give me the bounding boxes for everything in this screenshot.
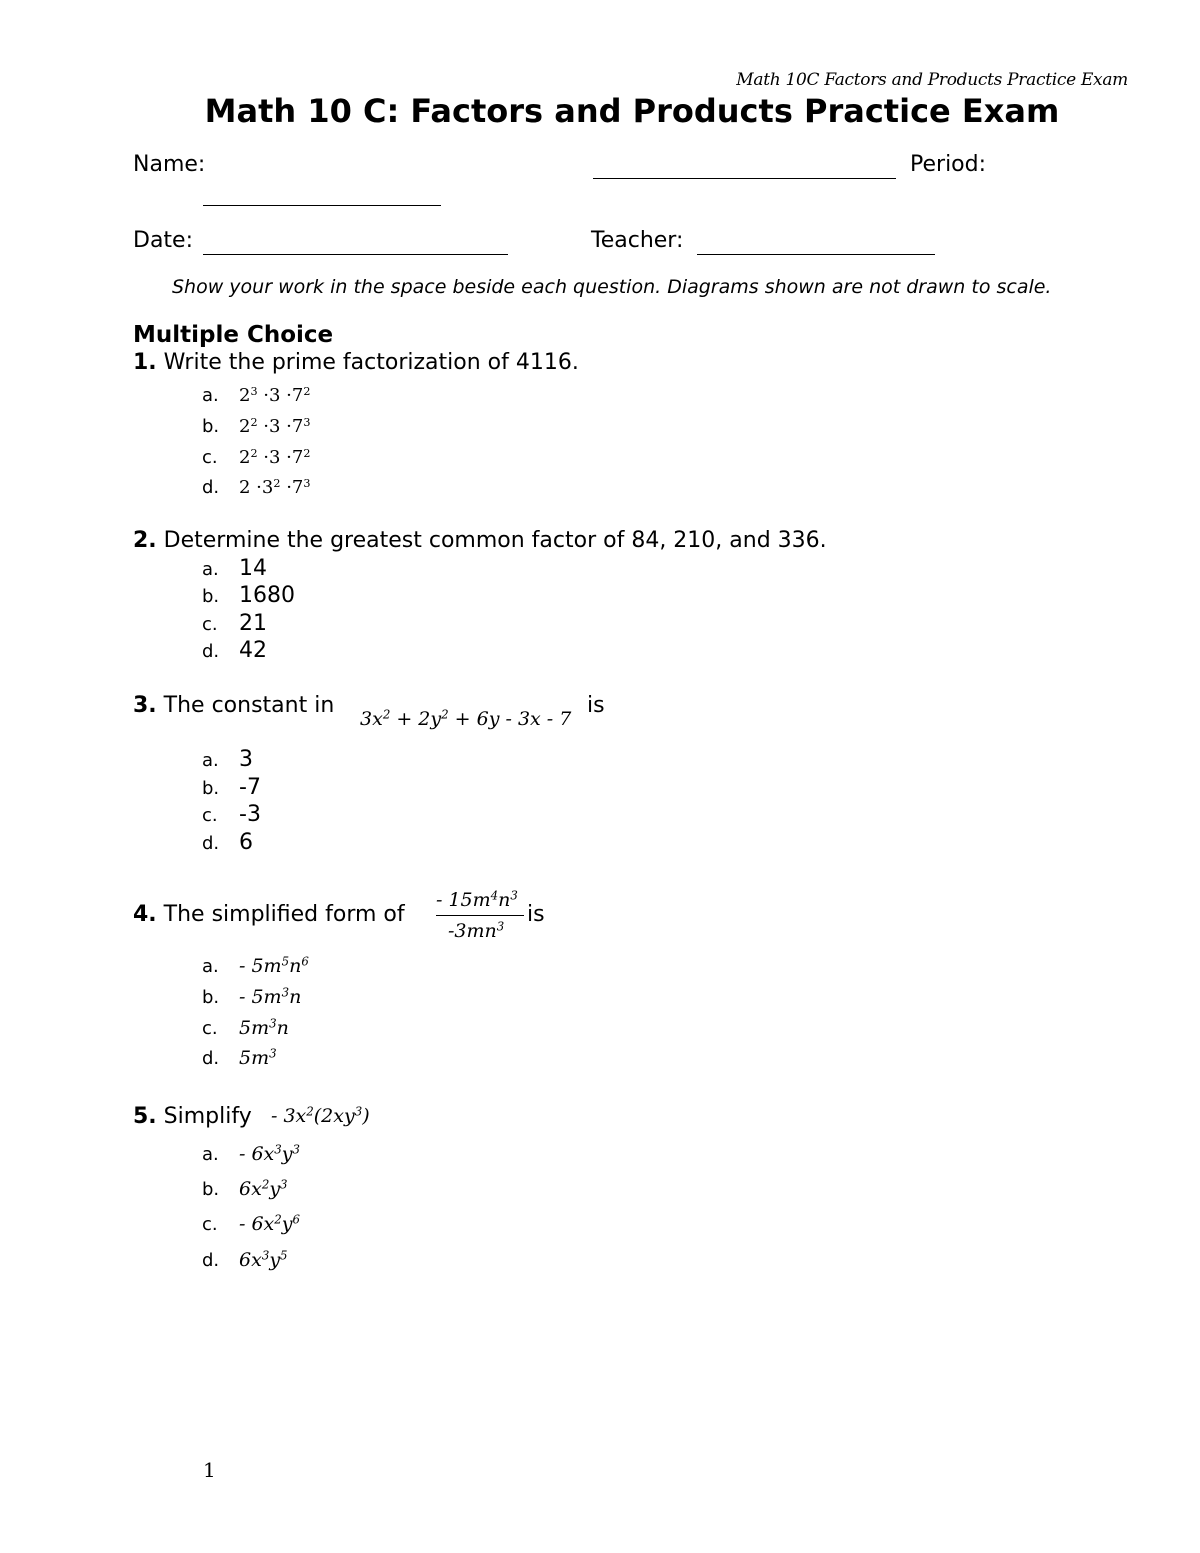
option-math: $2^2 \cdot 3 \cdot 7^2$ [239, 446, 311, 468]
option-5c[interactable] [202, 1211, 300, 1236]
teacher-label: Teacher: [591, 228, 684, 253]
fraction-denominator: $-3mn^3$ [448, 919, 505, 942]
date-field[interactable] [203, 254, 508, 255]
question-2 [133, 528, 827, 553]
question-3-expression: $3x^2 + 2y^2 + 6y - 3x - 7$ [360, 707, 572, 730]
option-letter: a. [202, 1144, 219, 1165]
option-3b[interactable] [202, 775, 261, 800]
option-text: -3 [239, 802, 261, 827]
option-text: 14 [239, 556, 267, 581]
option-4b[interactable] [202, 984, 301, 1009]
option-letter: c. [202, 805, 218, 826]
option-2d[interactable] [202, 638, 267, 663]
fraction-bar [436, 915, 524, 916]
page-title: Math 10 C: Factors and Products Practice Exam [204, 92, 1060, 130]
section-heading: Multiple Choice [133, 322, 334, 348]
option-math: - $5m^3n$ [239, 985, 302, 1008]
page-number: 1 [203, 1458, 216, 1482]
option-text: 42 [239, 638, 267, 663]
option-4a[interactable] [202, 953, 309, 978]
option-math: $2^3 \cdot 3 \cdot 7^2$ [239, 384, 311, 406]
option-letter: c. [202, 1018, 218, 1039]
option-text: -7 [239, 775, 261, 800]
option-text: 21 [239, 611, 267, 636]
question-text: The constant in [163, 693, 335, 718]
option-letter: a. [202, 559, 219, 580]
option-4c[interactable] [202, 1015, 289, 1040]
option-2c[interactable] [202, 611, 267, 636]
running-header: Math 10C Factors and Products Practice Exam [736, 70, 1128, 90]
question-3 [133, 693, 334, 718]
option-math: $6x^3y^5$ [239, 1248, 288, 1271]
option-1c[interactable] [202, 444, 310, 469]
option-letter: b. [202, 1179, 220, 1200]
option-letter: b. [202, 586, 220, 607]
option-math: $5m^3$ [239, 1046, 277, 1069]
option-2b[interactable] [202, 583, 295, 608]
option-letter: a. [202, 385, 219, 406]
period-label: Period: [910, 152, 987, 177]
question-3-suffix: is [587, 693, 605, 718]
option-text: 3 [239, 747, 253, 772]
question-number: 4. [133, 902, 157, 927]
option-text: 1680 [239, 583, 295, 608]
question-4-suffix: is [527, 902, 545, 927]
teacher-field[interactable] [697, 254, 935, 255]
option-letter: a. [202, 956, 219, 977]
option-math: - $6x^3y^3$ [239, 1142, 300, 1165]
option-letter: b. [202, 987, 220, 1008]
option-1b[interactable] [202, 413, 310, 438]
option-letter: b. [202, 778, 220, 799]
option-letter: a. [202, 750, 219, 771]
option-letter: d. [202, 1048, 220, 1069]
instructions: Show your work in the space beside each question. Diagrams shown are not drawn to scale. [172, 276, 1052, 298]
option-letter: d. [202, 833, 220, 854]
question-number: 1. [133, 350, 157, 375]
option-math: - $6x^2y^6$ [239, 1212, 300, 1235]
question-number: 3. [133, 693, 157, 718]
option-5b[interactable] [202, 1176, 288, 1201]
period-field[interactable] [203, 205, 441, 206]
name-label: Name: [133, 152, 206, 177]
option-letter: d. [202, 477, 220, 498]
option-4d[interactable] [202, 1045, 277, 1070]
option-3a[interactable] [202, 747, 253, 772]
question-text: Determine the greatest common factor of 84, 210, and 336. [163, 528, 827, 553]
option-letter: c. [202, 447, 218, 468]
option-letter: d. [202, 641, 220, 662]
option-5d[interactable] [202, 1247, 288, 1272]
option-1d[interactable] [202, 474, 310, 499]
option-math: $5m^3n$ [239, 1016, 289, 1039]
question-5-expression: - $3x^2(2xy^3)$ [271, 1104, 370, 1127]
question-text: Write the prime factorization of 4116. [163, 350, 579, 375]
name-field[interactable] [593, 178, 896, 179]
option-3c[interactable] [202, 802, 261, 827]
question-text: Simplify [163, 1104, 252, 1129]
date-label: Date: [133, 228, 193, 253]
option-letter: b. [202, 416, 220, 437]
option-math: - $5m^5n^6$ [239, 954, 309, 977]
question-number: 5. [133, 1104, 157, 1129]
question-4 [133, 902, 405, 927]
option-math: $2 \cdot 3^2 \cdot 7^3$ [239, 476, 311, 498]
question-5 [133, 1104, 252, 1129]
fraction-numerator: - $15m^4n^3$ [436, 888, 518, 911]
option-text: 6 [239, 830, 253, 855]
question-1 [133, 350, 579, 375]
option-letter: d. [202, 1250, 220, 1271]
question-number: 2. [133, 528, 157, 553]
option-3d[interactable] [202, 830, 253, 855]
option-letter: c. [202, 614, 218, 635]
option-2a[interactable] [202, 556, 267, 581]
option-math: $2^2 \cdot 3 \cdot 7^3$ [239, 415, 311, 437]
option-1a[interactable] [202, 382, 310, 407]
option-5a[interactable] [202, 1141, 300, 1166]
option-math: $6x^2y^3$ [239, 1177, 288, 1200]
question-text: The simplified form of [163, 902, 405, 927]
option-letter: c. [202, 1214, 218, 1235]
